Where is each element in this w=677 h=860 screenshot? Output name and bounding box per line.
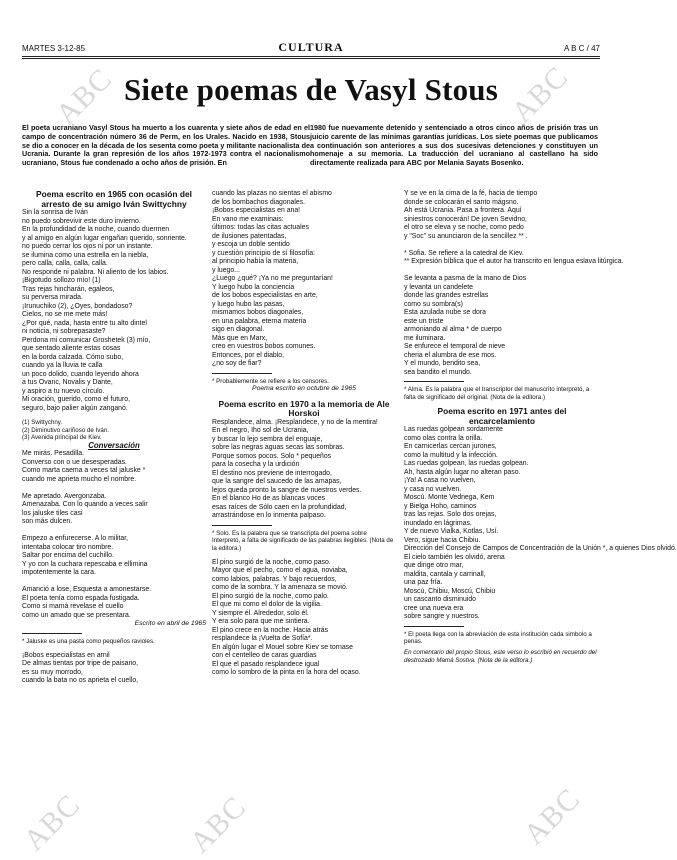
- poem-line: El cielo también les olvidó, arena: [404, 553, 505, 561]
- poem-line: Ah, hasta algún lugar no alteran paso.: [404, 468, 521, 476]
- watermark: ABC: [183, 790, 253, 860]
- poem-line: para la cosecha y la urdición: [212, 461, 300, 469]
- poem-line: como lo sombro de la pinta en la hora del ocaso.: [212, 669, 361, 677]
- poem-line: Saltar por encima del cuchillo.: [22, 552, 114, 560]
- poem-line: Las ruedas golpean sordamente: [404, 426, 503, 434]
- poem-line: Como si mamá revelase el cuello: [22, 603, 124, 611]
- poem-line: es su muy morrodo,: [22, 668, 83, 676]
- poem-line: Ah está Ucrania. Pasa a frontera. Aquí: [404, 207, 522, 214]
- poem-line: ¡Bigotudo sollozo mío! (1): [22, 277, 101, 285]
- poem-line: un poco dolido, cuando leyendo ahora: [22, 370, 139, 378]
- poem-line: como un amado que se presentara.: [22, 611, 131, 619]
- poem-line: y escoja un doble sentido: [212, 241, 290, 248]
- poem-line: ** Expresión bíblica que el autor ha transcrito en lengua eslava litúrgica.: [404, 258, 624, 265]
- footnote: * Alma. Es la palabra que el transcriptor del manuscrito interpretó, a falta de significado del original. (Nota de la editora.): [404, 386, 590, 401]
- poem-line: resplandece la ¡Vuelta de Sofía*.: [212, 635, 313, 643]
- poem-line: y "Soc" su anunciaron de la sencillez ** .: [404, 232, 528, 240]
- watermark: ABC: [49, 62, 119, 132]
- poem-line: que dirige otro mar,: [404, 562, 464, 570]
- poem-line: [22, 527, 206, 536]
- poem-line: ¡Irunuchiko (2), ¿Oyes, bondadoso?: [22, 302, 133, 310]
- poem-line: y casa no vuelven.: [404, 485, 462, 493]
- poem-line: Se levanta a pasma de la mano de Dios: [404, 275, 527, 282]
- poem-line: ¡Bobos especialistas en arnil: [22, 651, 110, 659]
- poem-line: creo en vuestros bobos comunes.: [212, 343, 316, 350]
- poem-line: Sin la sonrisa de Iván: [22, 209, 88, 217]
- poem-line: Y era solo para que me sintiera.: [212, 618, 310, 626]
- poem-line: de los bombachos diagonales.: [212, 198, 306, 206]
- poem-line: Porque somos pocos. Solo * pequeños: [212, 452, 332, 460]
- poem-line: Converso con o ue desesperadas.: [22, 458, 127, 466]
- poem-line: cuando las plazas no sientas el abismo: [212, 190, 332, 197]
- poem-line: no puedo cerrar los ojos ni por un instante.: [22, 243, 153, 251]
- poem-line: arrastrándose en lo inmenta palpaso.: [212, 512, 326, 520]
- poem-line: El que el pasado resplandece igual: [212, 660, 320, 668]
- poem-line: En vano me examinais:: [212, 215, 284, 223]
- poem-line: un cascanto disminuido: [404, 596, 477, 604]
- divider: [212, 373, 272, 374]
- divider: [22, 633, 82, 634]
- poem-body: [212, 419, 396, 521]
- poem-line: Tras rejas hincharán, egaleos,: [22, 285, 115, 293]
- poem-line: pero calla, calla, calla, calla.: [22, 260, 108, 268]
- poem-line: el otro se eleva y se noche, como pedo: [404, 224, 524, 231]
- poem-line: Resplandece, alma. ¡Resplandece, y no de la mentira!: [212, 418, 378, 426]
- divider: [404, 626, 464, 627]
- poem-line: Me mirás. Pesadilla.: [22, 450, 85, 458]
- poem-line: se ilumina como una estrella en la niebla,: [22, 251, 149, 259]
- header-rule: [22, 58, 600, 59]
- poem-line: cheria el alumbra de ese mos.: [404, 351, 497, 359]
- poem-line: de ilusiones patentadas,: [212, 232, 287, 240]
- poem-line: Empezo a enfurecerse. A lo militar,: [22, 535, 129, 543]
- footnote: * El poeta llega con la abreviación de esta institución cada simbolo a penas.: [404, 630, 592, 646]
- poem-line: Y luego hubo la conciencia: [212, 283, 295, 291]
- poem-date: Escrito en abril de 1965: [134, 620, 206, 628]
- footnote: * Solo. Es la palabra que se transcripta del poema sobre Interpretó, a falta de significado de las palabras ilegibles. (Nota de la editora.): [212, 529, 394, 552]
- poem-line: y buscar lo lejo sembra del enguaje,: [212, 435, 323, 443]
- poem-heading: Poema escrito en 1965 con ocasión del arresto de su amigo Iván Swittychny: [36, 189, 192, 209]
- poem-line: Y siempre él. Alrededor, solo él.: [212, 609, 309, 617]
- poem-line: lejos queda pronto la sangre de nuestros verdes.: [212, 486, 362, 494]
- column-3: [404, 190, 677, 664]
- poem-line: son más dulcen.: [22, 518, 73, 526]
- poem-line: Amanció a lose, Esquesta a amonestarse.: [22, 586, 152, 594]
- poem-line: [404, 267, 600, 276]
- poem-line: Se enfurece el temporal de nieve: [404, 343, 506, 350]
- poem-line: sigo en diagonal.: [212, 326, 265, 333]
- poem-line: intentaba colocar tiro nombre.: [22, 543, 114, 551]
- poem-line: El pino surgió de la noche, como palo.: [212, 592, 329, 600]
- section-title: CULTURA: [278, 40, 344, 54]
- poem-line: mismamos bobos diagonales,: [212, 309, 304, 316]
- poem-line: una paz fría.: [404, 579, 443, 587]
- footnote: * Probablemente se refiere a los censores.: [212, 377, 329, 385]
- poem-heading: Poema escrito en 1971 antes del encarcelamiento: [437, 406, 567, 426]
- poem-line: como olas contra la orilla.: [404, 434, 483, 442]
- poem-line: siniestros conocerán! De joven Sevidno,: [404, 215, 527, 223]
- poem-heading: Poema escrito en 1970 a la memoria de Ale Horskoi: [218, 398, 390, 419]
- poem-line: su perversa mirada.: [22, 294, 83, 302]
- lead-left: El poeta ucraniano Vasyl Stous ha muerto a los cuarenta y siete años de edad en el campo de concentración número 36 de Perm, en los Urales. Nacido en 1938, Stous se dio a conocer en la década de los sesenta como poeta y militante nacionalista de Ucrania. Durante la gran represión de los años 1972-1973 contra el nacionalismo ucraniano, Stous fue condenado a ocho años de prisión. En: [22, 123, 310, 168]
- poem-line: Moscú. Monte Vednega, Kem: [404, 494, 495, 502]
- poem-line: a tus Ovanc, Novalis y Dante,: [22, 379, 113, 387]
- poem-line: Mi oración, guerido, como el futuro,: [22, 396, 131, 404]
- poem-line: Más que en Marx,: [212, 334, 268, 342]
- poem-line: y cuestión principio de sí filosofía:: [212, 249, 316, 257]
- watermark: ABC: [517, 782, 587, 852]
- poem-line: armoniando al alma * de cuerpo: [404, 326, 502, 333]
- poem-line: y Bielga Hoho, caminos: [404, 502, 477, 510]
- poem-line: ¿Por qué, nada, hasta entre tu alto dintel: [22, 319, 147, 327]
- poem-line: y luego...: [212, 266, 240, 274]
- poem-line: El destino nos previene de interrogado,: [212, 469, 332, 477]
- poem-line: Moscú, Chibiu, Moscú, Chibiu: [404, 587, 496, 595]
- poem-line: En algún lugar el Mouel sobre Kiev se tornase: [212, 643, 353, 651]
- divider: [212, 525, 272, 526]
- poem-line: este un triste: [404, 317, 444, 325]
- editor-note: En comentario del propio Stous, este verso lo escribió en recuerdo del destrozado Mamá Sostva. (Nota de la editora.): [404, 649, 597, 664]
- poem-line: de los bobos especialistas en arte,: [212, 292, 318, 299]
- poem-line: como de la sombra. Y la amenaza se movió.: [212, 584, 348, 592]
- lead-right: 1980 fue nuevamente detenido y sentenciado a otros cinco años de prisión tras un juicio carente de las mínimas garantías jurídicas. Los siete poemas que publicamos a continuación son anteriores a sus dos sucesivas detenciones y constituyen un homenaje a su memoria. La traducción del ucraniano al castellano ha sido directamente realizada para ABC por Melania Sayats Bosenko.: [310, 123, 598, 168]
- poem-body: [22, 652, 206, 686]
- poem-line: y aspiro a tu nuevo círculo.: [22, 387, 105, 395]
- watermark: ABC: [505, 60, 575, 130]
- poem-line: (3) Avenida principal de Kiev.: [22, 434, 102, 442]
- poem-line: Y de nuevo Vialka, Kotlas, Usí.: [404, 528, 499, 536]
- poem-body: [22, 209, 206, 413]
- column-2: [212, 190, 396, 678]
- poem-body: [212, 190, 396, 369]
- poem-line: seguro, bajo palier algún zanganó.: [22, 404, 128, 412]
- poem-line: esas raíces de Sólo caen en la profundidad,: [212, 503, 347, 511]
- poem-line: Entonces, por el diablo,: [212, 351, 285, 359]
- poem-line: que la sangre del saucedo de las amapas,: [212, 478, 342, 486]
- poem-date: Poema escrito en octubre de 1965: [252, 385, 356, 393]
- poem-line: El que mi como el dolor de la vigilia.: [212, 601, 322, 609]
- poem-body: [404, 190, 624, 377]
- header-date: MARTES 3-12-85: [22, 44, 85, 53]
- poem-line: No responde ni palabra. Ni aliento de los labios.: [22, 268, 169, 276]
- poem-line: Dirección del Consejo de Campos de Concentración de la Unión *, a quienes Dios olvidó.: [404, 545, 677, 553]
- poem-line: cuando ya la lluvia te calla: [22, 362, 103, 370]
- poem-line: con el centelleo de caras guardias: [212, 652, 317, 660]
- poem-line: Mayor que el pecho, como el agua, noviaba,: [212, 567, 348, 575]
- poem-line: y luego hubo las pasas,: [212, 300, 285, 308]
- poem-line: El pino crece en la noche. Hacia atrás: [212, 626, 329, 634]
- poem-line: en la borda calzada. Cómo subo,: [22, 353, 124, 361]
- poem-line: como labios, palabras. Y bajo recuerdos,: [212, 575, 337, 583]
- poem-line: cuando me aprieta mucho el nombre.: [22, 475, 137, 483]
- poem-line: (1) Swittychny.: [22, 419, 63, 427]
- watermark: ABC: [17, 788, 87, 858]
- poem-line: (2) Diminutivo cariñoso de Iván.: [22, 426, 110, 434]
- poem-line: sobre sangre y nuestros.: [404, 613, 480, 621]
- poem-line: maldita, cantala y carrinall,: [404, 570, 486, 578]
- poem-line: [22, 484, 206, 493]
- poem-body: [404, 426, 677, 622]
- poem-line: En el blanco Ho de as blancas voces: [212, 495, 325, 503]
- divider: [404, 381, 464, 382]
- poem-line: ¿no soy de fiar?: [212, 360, 262, 367]
- poem-line: En carnicerlas cercan jurones,: [404, 443, 497, 451]
- poem-line: sea bandito el mundo.: [404, 368, 472, 376]
- poem-line: me iluminara.: [404, 334, 446, 342]
- poem-line: En el negro, Iho sol de Ucrania,: [212, 427, 309, 435]
- poem-line: impotentemente la cara.: [22, 569, 96, 577]
- poem-line: El pino surgió de la noche, como paso.: [212, 558, 331, 566]
- poem-line: Amenazaba. Con lo quando a veces salir: [22, 501, 148, 509]
- poem-line: Cielos, no se me mete más!: [22, 311, 108, 319]
- poem-line: * Sofia. Se refiere a la catedral de Kiev.: [404, 249, 524, 257]
- poem-line: ¡Bobos especialistas en ana!: [212, 207, 301, 214]
- poem-line: Y se ve en la cima de la fé, hacia de tiempo: [404, 190, 538, 197]
- poem-line: donde las grandes estrellas: [404, 292, 489, 299]
- poem-line: donde se colocarán el santo mágsno.: [404, 198, 519, 206]
- poem-line: El poeta tenía como espada fustigada.: [22, 594, 140, 602]
- poem-heading: Conversación: [88, 440, 140, 450]
- poem-line: y levanta un candelete: [404, 283, 473, 291]
- poem-line: ¡Ya! A casa no vuelven,: [404, 477, 476, 485]
- poem-line: y al amigo en algún lugar engañan querido, sonriente.: [22, 234, 187, 242]
- poem-line: sobre las negras aguas secas las sombras.: [212, 444, 345, 452]
- footnotes: [22, 419, 206, 442]
- poem-line: En la profundidad de la noche, cuando duermen: [22, 226, 170, 234]
- poem-line: [22, 578, 206, 587]
- poem-line: ¿Luego ¿qué? ¡Ya no me preguntarían!: [212, 275, 333, 282]
- poem-line: inundado en lágrimas.: [404, 519, 472, 527]
- poem-line: Y yo con la cuchara repescaba e ellimina: [22, 560, 148, 568]
- footnote: * Jaluske es una pasta como pequeños ravioles.: [22, 637, 155, 645]
- poem-line: como la multitud y la infección.: [404, 451, 498, 459]
- article-title: Siete poemas de Vasyl Stous: [123, 72, 498, 107]
- poem-line: que sentado aliente estas cosas: [22, 345, 121, 353]
- poem-line: los jaluske tiles casi: [22, 509, 83, 517]
- poem-line: [404, 241, 600, 250]
- poem-line: cree una nueva era: [404, 604, 464, 612]
- column-1: [22, 190, 206, 686]
- poem-line: en una palabra, eterna materia: [212, 317, 307, 325]
- poem-line: Perdona mi comunicar Groshetek (3) mío,: [22, 336, 151, 344]
- poem-line: De almas tientas por tripe de paisano,: [22, 660, 139, 668]
- poem-line: no puedo sobrevivir este duro invierno.: [22, 217, 141, 225]
- poem-line: Las ruedas golpean, las ruedas golpean.: [404, 460, 529, 468]
- poem-line: ni noticia, ni sobrepasaste?: [22, 328, 106, 336]
- poem-line: como su sombra(s): [404, 300, 463, 308]
- poem-body: [212, 559, 396, 678]
- poem-line: cuando la bata no os aprieta el cuello,: [22, 677, 139, 685]
- poem-line: Me apretado. Avergonzaba.: [22, 492, 107, 500]
- poem-line: Esta azulada nube se dora: [404, 309, 486, 316]
- page-number: A B C / 47: [563, 44, 600, 53]
- poem-line: últimos: todas las citas actuales: [212, 224, 309, 231]
- poem-body: [22, 450, 206, 620]
- poem-line: tras las rejas. Solo dos orejas,: [404, 511, 497, 519]
- poem-line: al principio había la materia,: [212, 258, 299, 265]
- header-rule: [22, 56, 600, 57]
- poem-line: Como marta caema a veces tal jaluske *: [22, 467, 146, 475]
- poem-line: Vero, sigue hacia Chibiu.: [404, 536, 481, 544]
- poem-line: Y el mundo, bendito sea,: [404, 360, 481, 367]
